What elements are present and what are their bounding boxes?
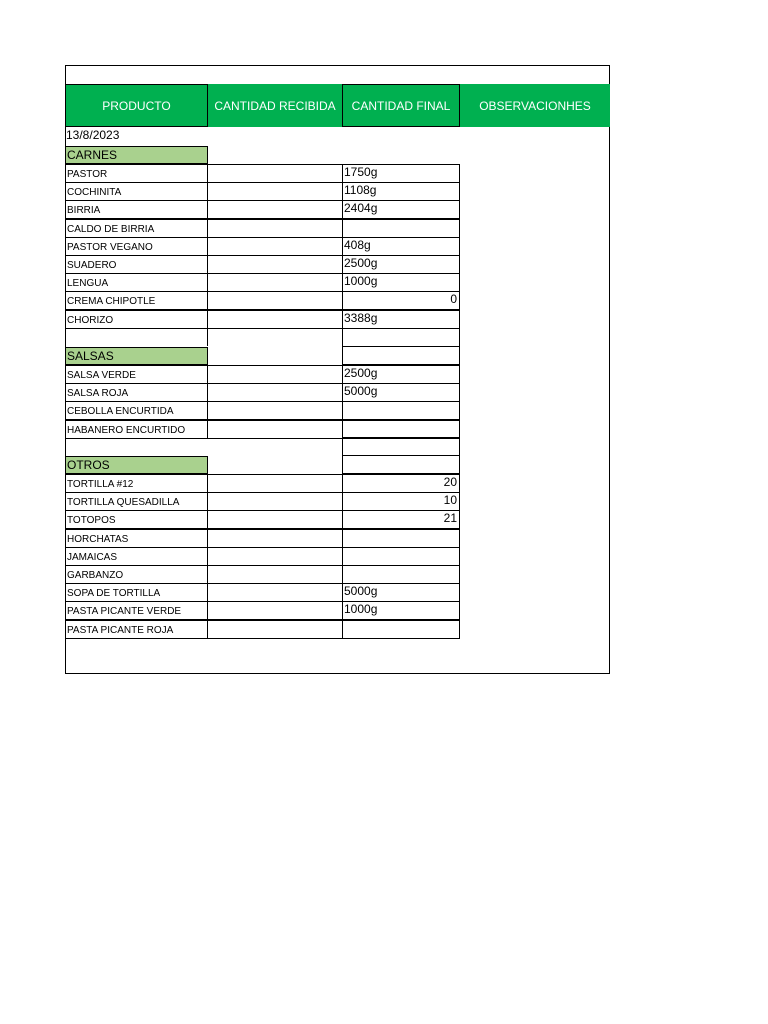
grid-line [207,328,208,346]
product-name-cell[interactable]: SUADERO [65,255,208,274]
product-name-cell[interactable]: SALSA VERDE [65,365,208,384]
cantidad-final-cell[interactable] [342,547,460,566]
empty-cell[interactable] [342,346,460,365]
product-name-cell[interactable]: CEBOLLA ENCURTIDA [65,401,208,420]
product-name-cell[interactable]: GARBANZO [65,565,208,584]
product-name-cell[interactable]: SALSA ROJA [65,383,208,402]
product-name-cell[interactable]: TORTILLA #12 [65,474,208,493]
header-cantidad-recibida[interactable]: CANTIDAD RECIBIDA [208,84,342,127]
empty-cell[interactable] [342,455,460,474]
header-cantidad-final[interactable]: CANTIDAD FINAL [342,84,460,127]
cantidad-recibida-cell[interactable] [207,620,343,639]
cantidad-recibida-cell[interactable] [207,401,343,420]
product-name-cell[interactable]: JAMAICAS [65,547,208,566]
cantidad-recibida-cell[interactable] [207,547,343,566]
cantidad-final-cell[interactable]: 2500g [342,365,460,384]
cantidad-final-cell[interactable]: 1108g [342,182,460,201]
product-name-cell[interactable]: HABANERO ENCURTIDO [65,420,208,439]
cantidad-recibida-cell[interactable] [207,273,343,292]
product-name-cell[interactable]: TORTILLA QUESADILLA [65,492,208,511]
cantidad-final-cell[interactable]: 408g [342,237,460,256]
cantidad-recibida-cell[interactable] [207,255,343,274]
product-name-cell[interactable]: PASTOR [65,164,208,183]
cantidad-final-cell[interactable]: 2404g [342,200,460,219]
product-name-cell[interactable]: PASTA PICANTE VERDE [65,601,208,620]
product-name-cell[interactable]: LENGUA [65,273,208,292]
product-name-cell[interactable]: CHORIZO [65,310,208,329]
cantidad-recibida-cell[interactable] [207,474,343,493]
cantidad-final-cell[interactable] [342,565,460,584]
cantidad-final-cell[interactable]: 2500g [342,255,460,274]
section-otros: OTROS [65,456,208,474]
cantidad-final-cell[interactable]: 5000g [342,383,460,402]
cantidad-recibida-cell[interactable] [207,182,343,201]
cantidad-recibida-cell[interactable] [207,565,343,584]
cantidad-final-cell[interactable]: 20 [342,474,460,493]
cantidad-recibida-cell[interactable] [207,601,343,620]
cantidad-recibida-cell[interactable] [207,164,343,183]
cantidad-recibida-cell[interactable] [207,200,343,219]
cantidad-final-cell[interactable]: 10 [342,492,460,511]
cantidad-final-cell[interactable]: 1000g [342,601,460,620]
cantidad-recibida-cell[interactable] [207,383,343,402]
header-observaciones[interactable]: OBSERVACIONHES [460,84,610,127]
report-date: 13/8/2023 [66,128,120,142]
cantidad-final-cell[interactable]: 1750g [342,164,460,183]
product-name-cell[interactable]: HORCHATAS [65,529,208,548]
empty-cell[interactable] [342,328,460,347]
cantidad-recibida-cell[interactable] [207,510,343,529]
cantidad-recibida-cell[interactable] [207,420,343,439]
cantidad-final-cell[interactable]: 1000g [342,273,460,292]
cantidad-final-cell[interactable] [342,529,460,548]
cantidad-final-cell[interactable]: 21 [342,510,460,529]
cantidad-final-cell[interactable] [342,620,460,639]
product-name-cell[interactable]: PASTOR VEGANO [65,237,208,256]
cantidad-final-cell[interactable]: 5000g [342,583,460,602]
product-name-cell[interactable]: BIRRIA [65,200,208,219]
product-name-cell[interactable]: TOTOPOS [65,510,208,529]
cantidad-final-cell[interactable]: 0 [342,291,460,310]
cantidad-recibida-cell[interactable] [207,219,343,238]
cantidad-recibida-cell[interactable] [207,365,343,384]
cantidad-recibida-cell[interactable] [207,529,343,548]
cantidad-final-cell[interactable] [342,401,460,420]
product-name-cell[interactable]: CREMA CHIPOTLE [65,291,208,310]
section-salsas: SALSAS [65,347,208,365]
cantidad-final-cell[interactable] [342,219,460,238]
product-name-cell[interactable]: SOPA DE TORTILLA [65,583,208,602]
cantidad-recibida-cell[interactable] [207,310,343,329]
cantidad-final-cell[interactable]: 3388g [342,310,460,329]
cantidad-recibida-cell[interactable] [207,583,343,602]
cantidad-recibida-cell[interactable] [207,492,343,511]
section-carnes: CARNES [65,146,208,164]
product-name-cell[interactable]: CALDO DE BIRRIA [65,219,208,238]
empty-cell[interactable] [342,437,460,456]
product-name-cell[interactable]: COCHINITA [65,182,208,201]
cantidad-recibida-cell[interactable] [207,237,343,256]
product-name-cell[interactable]: PASTA PICANTE ROJA [65,620,208,639]
cantidad-recibida-cell[interactable] [207,291,343,310]
header-producto[interactable]: PRODUCTO [65,84,208,127]
